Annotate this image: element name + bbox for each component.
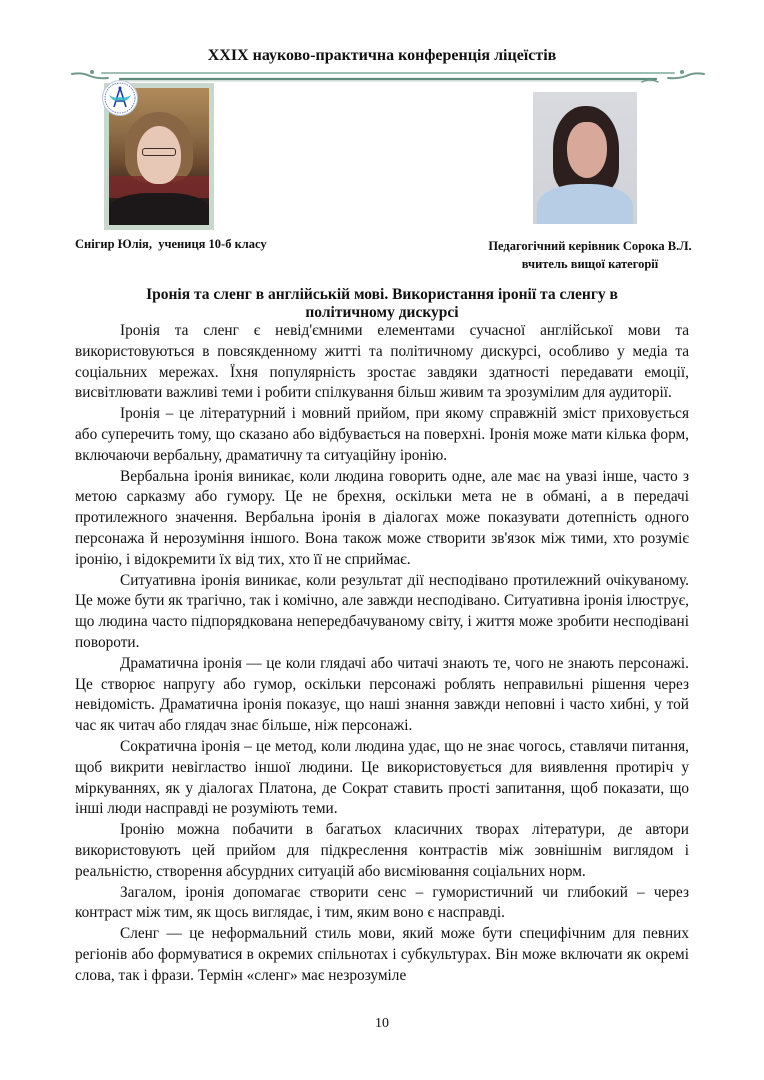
paragraph: Іронія – це літературний і мовний прийом, при якому справжній зміст приховується або суперечить тому, що сказано або відбувається на поверхні. Іронія може мати кілька форм, включаючи вербальну, драматичну та ситуаційну іронію. bbox=[75, 405, 689, 464]
supervisor-photo bbox=[533, 92, 637, 224]
page-number: 10 bbox=[375, 1016, 389, 1031]
student-caption: Снігир Юлія, учениця 10-б класу bbox=[75, 237, 267, 251]
conference-header-title: XXIX науково-практична конференція ліцеїстів bbox=[207, 47, 557, 64]
article-title-line-1: Іронія та сленг в англійській мові. Використання іронії та сленгу в bbox=[146, 286, 618, 303]
article-title bbox=[75, 286, 689, 322]
paragraph: Загалом, іронія допомагає створити сенс – гумористичний чи глибокий – через контраст між тим, як щось виглядає, і тим, яким воно є насправді. bbox=[75, 883, 689, 922]
paragraph: Іронію можна побачити в багатьох класичних творах літератури, де автори використовують цей прийом для підкреслення контрастів між зовнішнім виглядом і реальністю, створення абсурдних ситуацій або висміювання соціальних норм. bbox=[75, 821, 689, 880]
article-body bbox=[75, 321, 689, 987]
supervisor-caption bbox=[440, 237, 740, 273]
paragraph: Іронія та сленг є невід'ємними елементами сучасної англійської мови та використовуються в повсякденному житті та політичному дискурсі, особливо у медіа та соціальних мережах. Їхня популярність зростає завдяки здатності передавати емоції, висвітлювати важливі теми і робити спілкування більш живим та зрозумілим для аудиторії. bbox=[75, 322, 689, 402]
paragraph: Вербальна іронія виникає, коли людина говорить одне, але має на увазі інше, часто з метою сарказму або гумору. Це не брехня, оскільки мета не в обмані, а в передачі протилежного значення. Вербальна іронія в діалогах може показувати дотепність одного персонажа й нерозуміння іншого. Вона також може створити зв'язок між тими, хто розуміє іронію, і відокремити їх від тих, хто її не сприймає. bbox=[75, 467, 689, 568]
paragraph: Ситуативна іронія виникає, коли результат дії несподівано протилежний очікуваному. Це може бути як трагічно, так і комічно, але завжди несподівано. Ситуативна іронія ілюструє, що людина часто підпорядкована непередбачуваному світу, і життя може зробити несподівані повороти. bbox=[75, 571, 689, 651]
academy-logo bbox=[102, 80, 138, 116]
article-title-line-2: політичному дискурсі bbox=[305, 304, 459, 321]
paragraph: Драматична іронія — це коли глядачі або читачі знають те, чого не знають персонажі. Це створює напругу або гумор, оскільки персонажі роблять неправильні рішення через невідомість. Драматична іронія показує, що наші знання завжди неповні і часто хибні, у той час як читач або глядач знає більше, ніж персонажі. bbox=[75, 654, 689, 735]
supervisor-name: Педагогічний керівник Сорока В.Л. bbox=[488, 239, 692, 253]
paragraph: Сократична іронія – це метод, коли людина удає, що не знає чогось, ставлячи питання, щоб викрити невігластво іншої людини. Це використовується для виявлення протиріч у міркуваннях, як у діалогах Платона, де Сократ ставить прості запитання, щоб показати, що інші люди насправді не розуміють теми. bbox=[75, 737, 689, 818]
paragraph: Сленг — це неформальний стиль мови, який може бути специфічним для певних регіонів або формуватися в окремих спільнотах і субкультурах. Він може включати як окремі слова, так і фрази. Термін «сленг» має незрозуміле bbox=[75, 925, 689, 984]
supervisor-title: вчитель вищої категорії bbox=[521, 257, 659, 271]
